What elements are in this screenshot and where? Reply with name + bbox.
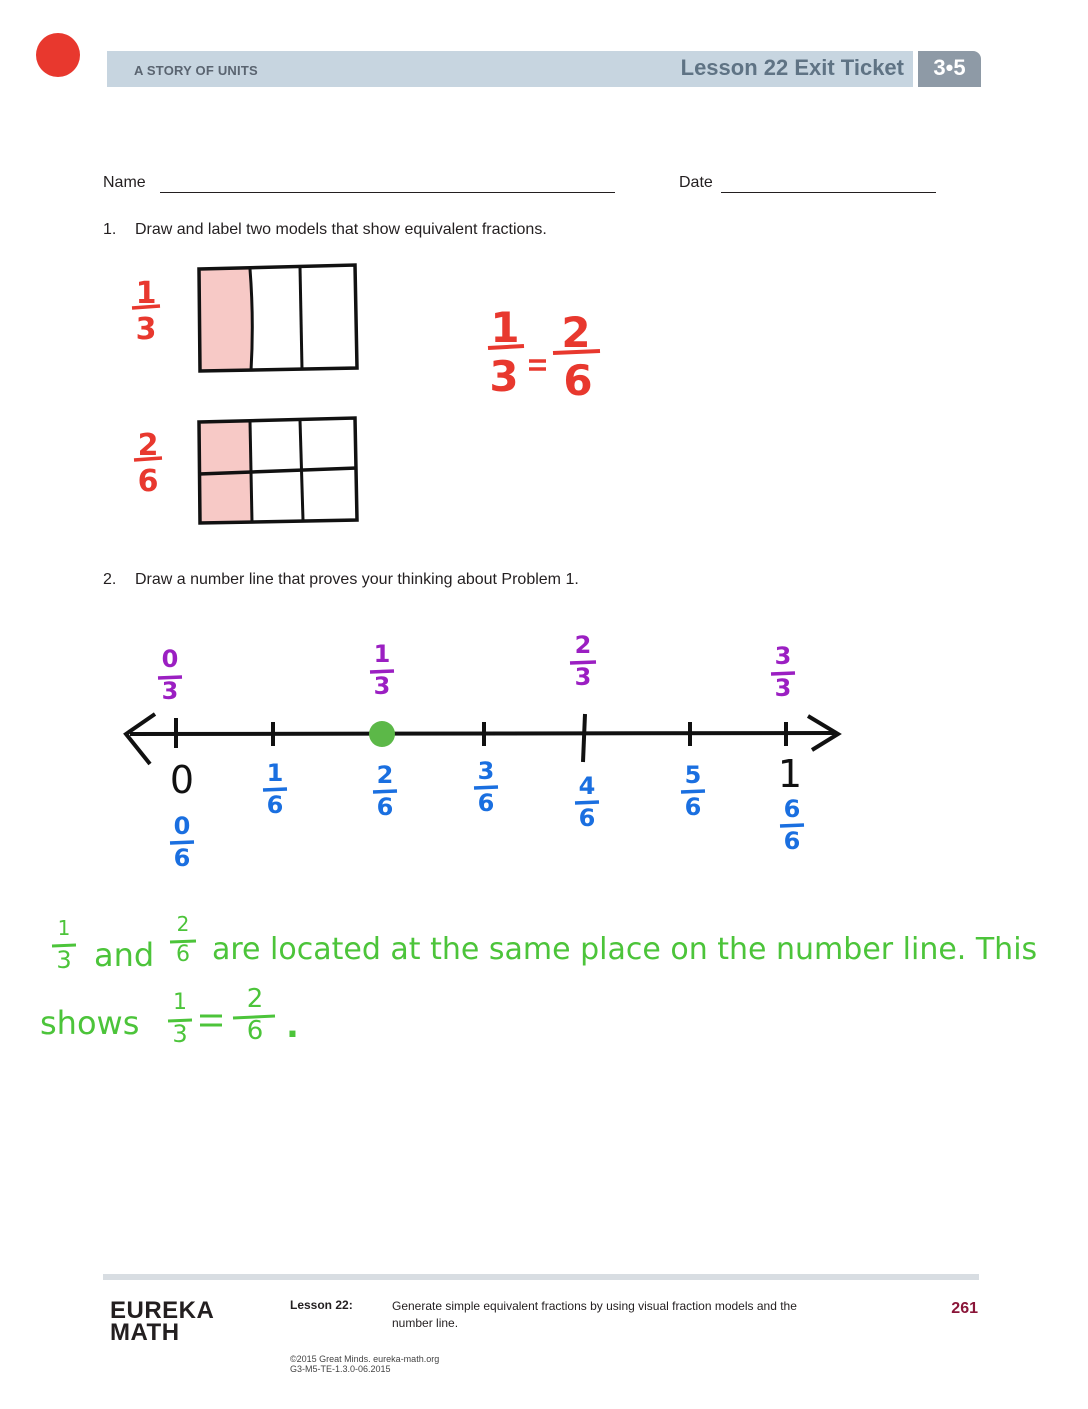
series-name: A STORY OF UNITS: [134, 63, 258, 78]
third-label-3-num: 3: [774, 642, 792, 670]
problem-1-models: [0, 250, 1088, 540]
third-label-1-den: 3: [373, 672, 391, 700]
footer-lesson-label: Lesson 22:: [290, 1298, 353, 1312]
sixth-label-0-den: 6: [173, 844, 191, 872]
label-two-sixths-den: 6: [137, 464, 159, 499]
third-label-0-den: 3: [161, 677, 179, 705]
whole-one: 1: [777, 752, 803, 796]
date-field[interactable]: [721, 192, 936, 193]
number-line-ticks: [176, 714, 786, 762]
expl-line1-rest: are located at the same place on the number line. This: [212, 932, 1038, 967]
third-label-2-num: 2: [574, 631, 592, 659]
label-two-sixths-num: 2: [137, 428, 159, 463]
name-label: Name: [103, 174, 146, 191]
third-label-3-den: 3: [774, 674, 792, 702]
sixth-label-0-num: 0: [173, 812, 191, 840]
expl-period: .: [286, 1006, 299, 1046]
sixth-label-6-num: 6: [783, 795, 801, 823]
eq-left-den: 3: [489, 352, 519, 401]
expl-f3-num: 1: [173, 990, 187, 1015]
expl-f2-den: 6: [176, 942, 190, 967]
expl-and: and: [94, 936, 155, 974]
eq-right-den: 6: [563, 356, 593, 405]
eureka-math-logo: [110, 1297, 215, 1346]
thirds-model: [199, 265, 357, 371]
expl-f1-num: 1: [57, 916, 71, 940]
sixth-label-1-den: 6: [266, 791, 284, 819]
expl-f1-den: 3: [56, 946, 72, 974]
document-code: G3-M5-TE-1.3.0-06.2015: [290, 1364, 391, 1374]
shaded-third: [199, 269, 251, 370]
red-circle-icon: [36, 33, 80, 77]
whole-zero: 0: [169, 758, 195, 802]
expl-f4-num: 2: [246, 984, 264, 1014]
footer-copyright: [290, 1354, 439, 1374]
sixth-label-4-num: 4: [578, 772, 596, 800]
expl-shows: shows: [40, 1004, 140, 1042]
problem-1-text: Draw and label two models that show equivalent fractions.: [135, 221, 547, 238]
eq-right-num: 2: [561, 308, 591, 357]
expl-f3-den: 3: [172, 1020, 188, 1048]
problem-2-text: Draw a number line that proves your thinking about Problem 1.: [135, 571, 579, 588]
label-one-third-num: 1: [135, 276, 157, 311]
page-number: 261: [951, 1300, 978, 1317]
sixth-label-1-num: 1: [266, 759, 284, 787]
name-field[interactable]: [160, 192, 615, 193]
point-one-third: [369, 721, 395, 747]
sixth-label-2-den: 6: [376, 793, 394, 821]
third-label-2-den: 3: [574, 663, 592, 691]
problem-1-number: 1.: [103, 221, 117, 238]
footer-description: Generate simple equivalent fractions by using visual fraction models and the number line.: [392, 1299, 797, 1330]
sixth-label-6-den: 6: [783, 827, 801, 855]
third-label-0-num: 0: [161, 645, 179, 673]
copyright-text: ©2015 Great Minds. eureka-math.org: [290, 1354, 440, 1364]
sixth-label-3-den: 6: [477, 789, 495, 817]
sixth-label-4-den: 6: [578, 804, 596, 832]
logo-line-1: EUREKA: [110, 1297, 215, 1324]
sixth-label-5-den: 6: [684, 793, 702, 821]
footer-rule: [103, 1274, 979, 1280]
expl-f4-den: 6: [246, 1016, 264, 1046]
lesson-title: Lesson 22 Exit Ticket: [680, 55, 904, 80]
sixth-label-3-num: 3: [477, 757, 495, 785]
expl-f2-num: 2: [176, 912, 190, 936]
sixths-model: [199, 418, 357, 523]
logo-line-2: MATH: [110, 1319, 180, 1346]
grade-module-text: 3•5: [933, 55, 966, 80]
date-label: Date: [679, 174, 713, 191]
problem-2-number: 2.: [103, 571, 117, 588]
sixth-label-2-num: 2: [376, 761, 394, 789]
label-one-third-den: 3: [135, 312, 157, 347]
eq-left-num: 1: [490, 303, 520, 352]
sixth-label-5-num: 5: [684, 761, 702, 789]
third-label-1-num: 1: [373, 640, 391, 668]
